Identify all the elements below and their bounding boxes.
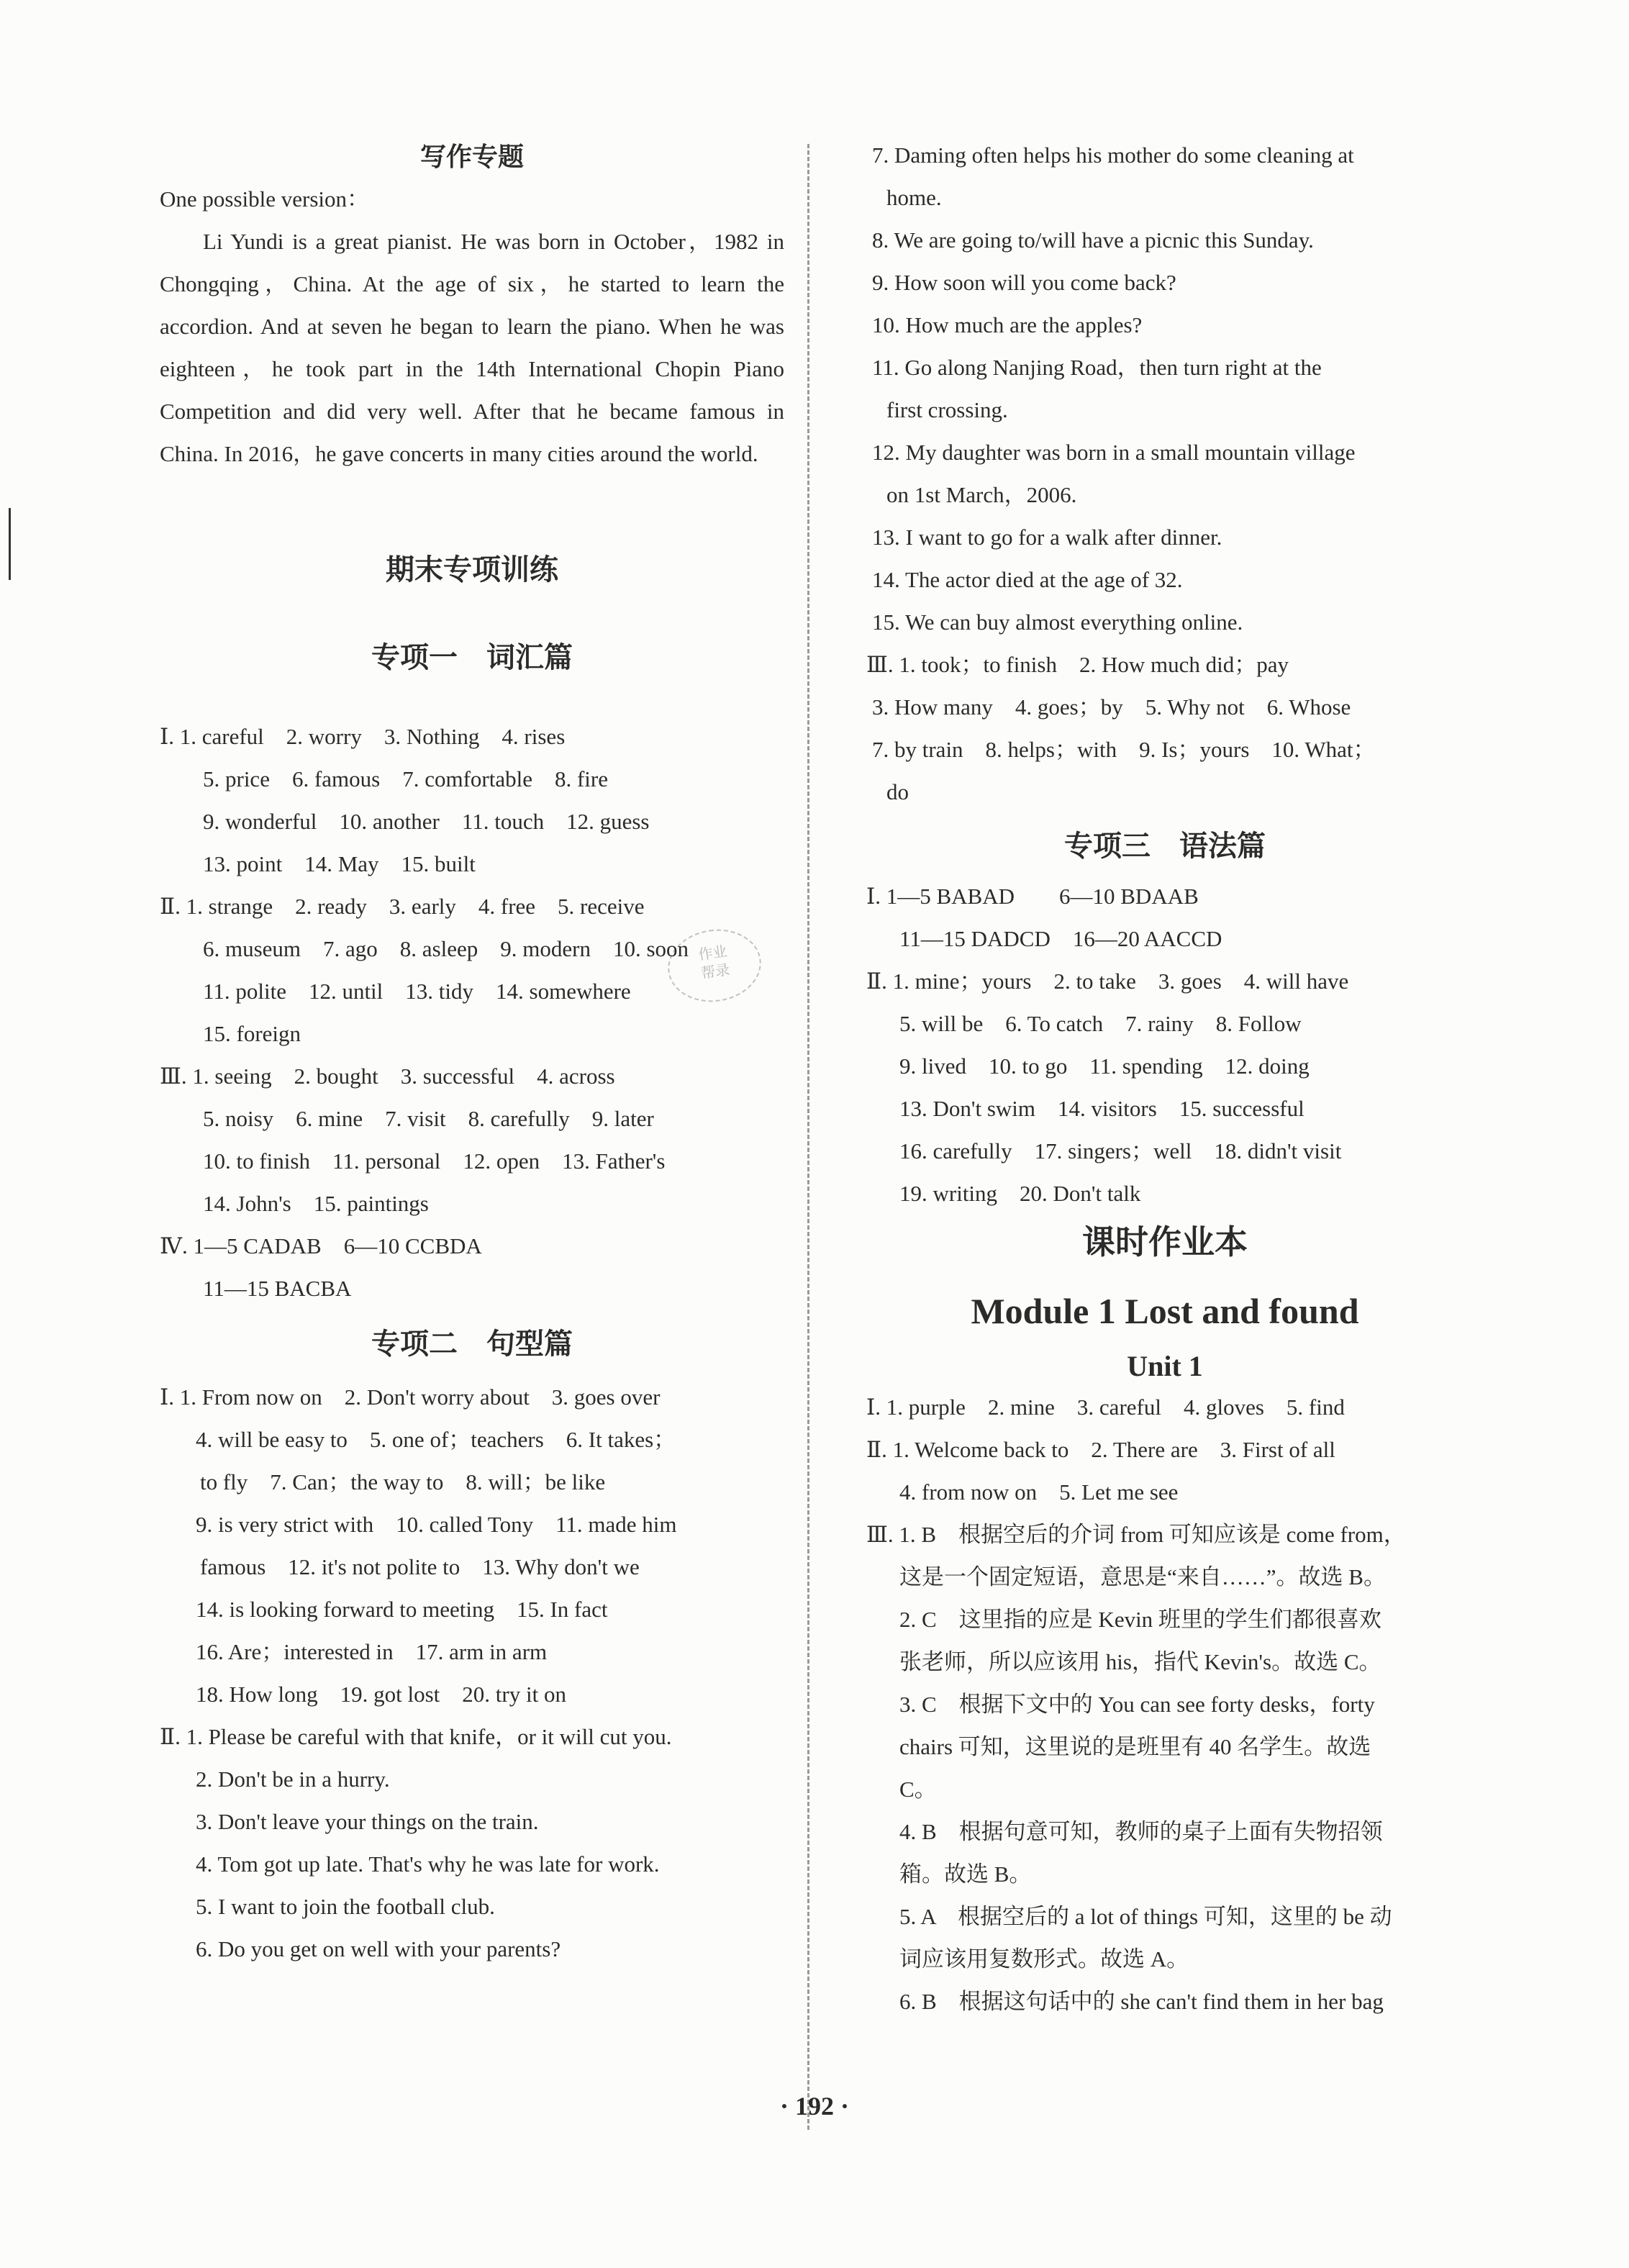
answer-line: 4. Tom got up late. That's why he was late for work. bbox=[196, 1851, 660, 1877]
answer-line: Ⅰ. 1—5 BABAD 6—10 BDAAB bbox=[866, 884, 1199, 909]
answer-line: 15. foreign bbox=[203, 1021, 301, 1046]
answer-line: Ⅲ. 1. B 根据空后的介词 from 可知应该是 come from， bbox=[866, 1522, 1406, 1547]
answer-line: Ⅲ. 1. took；to finish 2. How much did；pay bbox=[866, 652, 1289, 677]
left-column bbox=[160, 134, 784, 1970]
right-column bbox=[866, 134, 1464, 2023]
answer-line: 11. polite 12. until 13. tidy 14. somewhere bbox=[203, 979, 631, 1004]
answer-line: 14. The actor died at the age of 32. bbox=[872, 567, 1183, 592]
answer-line: Ⅰ. 1. careful 2. worry 3. Nothing 4. rises bbox=[160, 724, 566, 749]
answer-line: home. bbox=[886, 185, 942, 210]
unit-title: Unit 1 bbox=[1127, 1350, 1203, 1382]
answer-line: 5. noisy 6. mine 7. visit 8. carefully 9. later bbox=[203, 1106, 654, 1131]
answer-line: to fly 7. Can；the way to 8. will；be like bbox=[200, 1469, 606, 1494]
answer-line: 5. will be 6. To catch 7. rainy 8. Follow bbox=[899, 1011, 1302, 1036]
margin-mark bbox=[9, 508, 15, 580]
answer-line: Ⅰ. 1. purple 2. mine 3. careful 4. gloves 5. find bbox=[866, 1394, 1345, 1420]
answer-line: 11. Go along Nanjing Road，then turn right at the bbox=[872, 355, 1322, 380]
answer-line: 11—15 BACBA bbox=[203, 1276, 352, 1301]
answer-line: 18. How long 19. got lost 20. try it on bbox=[196, 1682, 566, 1707]
answer-line: 10. to finish 11. personal 12. open 13. Father's bbox=[203, 1148, 666, 1174]
answer-line: 2. C 这里指的应是 Kevin 班里的学生们都很喜欢 bbox=[899, 1607, 1381, 1632]
answer-line: C。 bbox=[899, 1777, 937, 1802]
answer-line: 6. Do you get on well with your parents? bbox=[196, 1936, 561, 1961]
answer-line: 9. is very strict with 10. called Tony 11. made him bbox=[196, 1512, 677, 1537]
answer-line: 词应该用复数形式。故选 A。 bbox=[899, 1946, 1189, 1972]
answer-line: 箱。故选 B。 bbox=[899, 1861, 1032, 1887]
answer-line: 19. writing 20. Don't talk bbox=[899, 1181, 1141, 1206]
answer-line: chairs 可知，这里说的是班里有 40 名学生。故选 bbox=[899, 1734, 1371, 1759]
answer-line: 2. Don't be in a hurry. bbox=[196, 1766, 390, 1792]
answer-line: first crossing. bbox=[886, 397, 1008, 422]
answer-line: 4. will be easy to 5. one of；teachers 6. It takes； bbox=[196, 1427, 676, 1452]
answer-line: 8. We are going to/will have a picnic this Sunday. bbox=[872, 227, 1314, 253]
answer-line: 9. How soon will you come back? bbox=[872, 270, 1176, 295]
module-title: Module 1 Lost and found bbox=[971, 1291, 1359, 1331]
answer-line: 13. Don't swim 14. visitors 15. successful bbox=[899, 1096, 1304, 1121]
answer-line: Ⅱ. 1. mine；yours 2. to take 3. goes 4. will have bbox=[866, 969, 1349, 994]
answer-line: 16. carefully 17. singers；well 18. didn't visit bbox=[899, 1138, 1342, 1164]
answer-line: 4. from now on 5. Let me see bbox=[899, 1479, 1179, 1505]
answer-line: 3. C 根据下文中的 You can see forty desks，forty bbox=[899, 1692, 1375, 1717]
answer-line: 7. by train 8. helps；with 9. Is；yours 10. What； bbox=[872, 737, 1376, 762]
answer-line: 5. I want to join the football club. bbox=[196, 1894, 495, 1919]
writing-intro: One possible version： bbox=[160, 186, 370, 212]
answer-line: 9. wonderful 10. another 11. touch 12. guess bbox=[203, 809, 650, 834]
answer-line: 11—15 DADCD 16—20 AACCD bbox=[899, 926, 1222, 951]
writing-title: 写作专题 bbox=[419, 142, 524, 172]
answer-line: 6. museum 7. ago 8. asleep 9. modern 10. soon bbox=[203, 936, 689, 961]
answer-line: 15. We can buy almost everything online. bbox=[872, 609, 1243, 635]
page-number: · 192 · bbox=[779, 2092, 849, 2120]
answer-line: Ⅱ. 1. Welcome back to 2. There are 3. First of all bbox=[866, 1437, 1335, 1462]
section-two-answers bbox=[160, 1376, 784, 1970]
answer-line: famous 12. it's not polite to 13. Why don't we bbox=[200, 1554, 640, 1579]
answer-line: 5. price 6. famous 7. comfortable 8. fire bbox=[203, 766, 608, 791]
final-training-title: 期末专项训练 bbox=[386, 553, 558, 586]
section-two-continued bbox=[866, 134, 1464, 813]
answer-line: 14. is looking forward to meeting 15. In fact bbox=[196, 1597, 608, 1622]
section-one-answers bbox=[160, 715, 784, 1310]
answer-line: 这是一个固定短语，意思是“来自……”。故选 B。 bbox=[899, 1564, 1386, 1589]
section-three-title: 专项三 语法篇 bbox=[1064, 830, 1266, 863]
answer-line: 14. John's 15. paintings bbox=[203, 1191, 429, 1216]
answer-line: do bbox=[886, 779, 909, 804]
answer-line: 13. point 14. May 15. built bbox=[203, 851, 476, 876]
answer-line: Ⅲ. 1. seeing 2. bought 3. successful 4. across bbox=[160, 1063, 615, 1089]
column-divider bbox=[807, 144, 809, 2130]
section-three-answers bbox=[866, 875, 1464, 1215]
answer-line: 7. Daming often helps his mother do some cleaning at bbox=[872, 142, 1354, 168]
answer-line: Ⅱ. 1. Please be careful with that knife，or it will cut you. bbox=[160, 1724, 672, 1749]
watermark-stamp: 作业 帮录 bbox=[663, 923, 766, 1007]
answer-line: 6. B 根据这句话中的 she can't find them in her bag bbox=[899, 1989, 1384, 2014]
answer-line: Ⅳ. 1—5 CADAB 6—10 CCBDA bbox=[160, 1233, 482, 1258]
answer-line: 9. lived 10. to go 11. spending 12. doing bbox=[899, 1053, 1310, 1079]
essay-text: Li Yundi is a great pianist. He was born in October，1982 in Chongqing，China. At the age of six，he started to learn the accordion. And at seven he began to learn the piano. When he was eighteen，he took part in the 14th International Chopin Piano Competition and did very well. After that he became famous in China. In 2016，he gave concerts in many cities around the world. bbox=[160, 229, 784, 466]
answer-line: 10. How much are the apples? bbox=[872, 312, 1143, 337]
section-one-title: 专项一 词汇篇 bbox=[371, 641, 573, 674]
section-two-title: 专项二 句型篇 bbox=[371, 1328, 573, 1361]
answer-line: 3. How many 4. goes；by 5. Why not 6. Whose bbox=[872, 694, 1351, 720]
answer-line: 3. Don't leave your things on the train. bbox=[196, 1809, 539, 1834]
answer-line: on 1st March，2006. bbox=[886, 482, 1077, 507]
answer-line: 5. A 根据空后的 a lot of things 可知，这里的 be 动 bbox=[899, 1904, 1392, 1929]
answer-line: 16. Are；interested in 17. arm in arm bbox=[196, 1639, 548, 1664]
answer-line: Ⅰ. 1. From now on 2. Don't worry about 3. goes over bbox=[160, 1384, 661, 1410]
answer-line: 13. I want to go for a walk after dinner. bbox=[872, 525, 1222, 550]
homework-title: 课时作业本 bbox=[1082, 1223, 1248, 1261]
answer-line: 张老师，所以应该用 his，指代 Kevin's。故选 C。 bbox=[899, 1649, 1381, 1674]
answer-line: Ⅱ. 1. strange 2. ready 3. early 4. free 5. receive bbox=[160, 894, 645, 919]
answer-line: 12. My daughter was born in a small mountain village bbox=[872, 440, 1356, 465]
unit-answers bbox=[866, 1386, 1464, 2023]
answer-line: 4. B 根据句意可知，教师的桌子上面有失物招领 bbox=[899, 1819, 1383, 1844]
